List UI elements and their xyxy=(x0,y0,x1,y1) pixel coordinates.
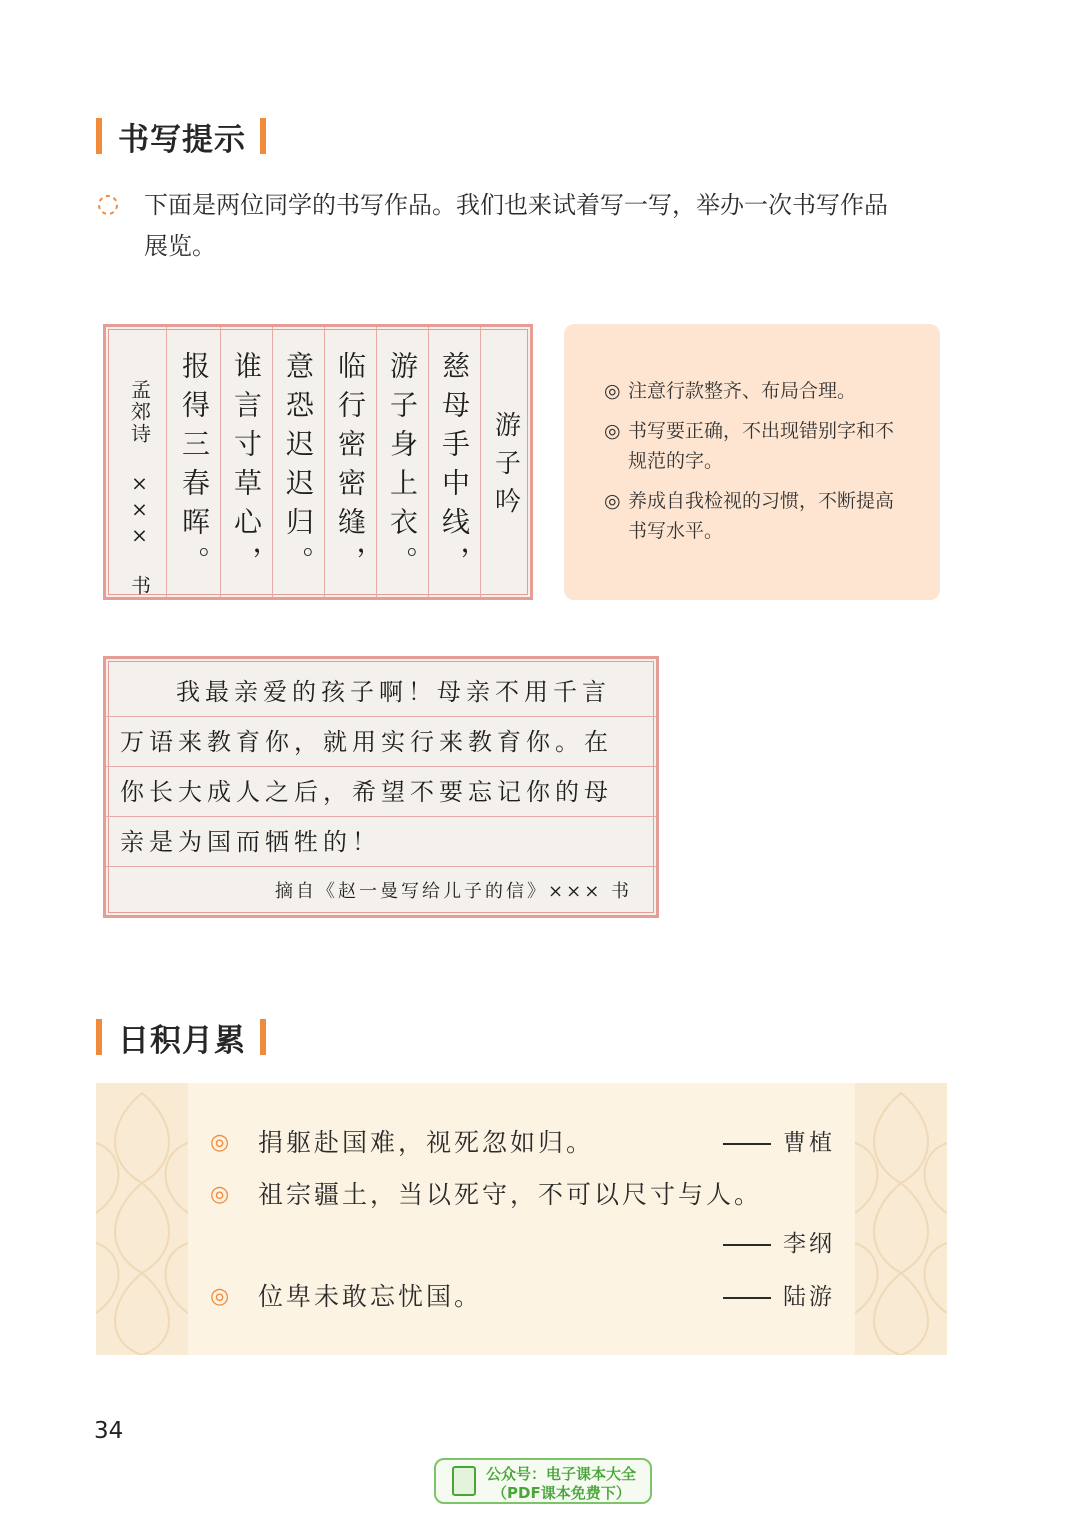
tip-text: 养成自我检视的习惯，不断提高书写水平。 xyxy=(628,490,895,542)
book-icon xyxy=(452,1466,476,1496)
section-bar-right xyxy=(260,1019,266,1055)
poem-line: 游子身上衣。 xyxy=(386,351,419,585)
intro-paragraph xyxy=(96,185,966,267)
double-circle-icon: ◎ xyxy=(210,1130,233,1155)
section-header-accumulation xyxy=(96,1017,266,1057)
poem-line-column xyxy=(428,327,481,597)
quotes-panel xyxy=(96,1083,947,1355)
tip-text: 注意行款整齐、布局合理。 xyxy=(628,380,857,402)
letter-line: 亲是为国而牺牲的！ xyxy=(106,817,656,867)
quote-author xyxy=(723,1277,835,1317)
quote-text: 位卑未敢忘忧国。 xyxy=(258,1282,483,1311)
section-bar-right xyxy=(260,118,266,154)
floral-ornament-icon xyxy=(96,1083,188,1355)
poem-line-column xyxy=(168,327,221,597)
poem-line-column xyxy=(324,327,377,597)
tip-item xyxy=(604,416,904,476)
poem-line: 谁言寸草心， xyxy=(230,351,263,585)
dash-line xyxy=(723,1143,771,1145)
poem-title-column xyxy=(480,327,532,597)
section-title: 日积月累 xyxy=(118,1022,246,1059)
double-circle-icon: ◎ xyxy=(604,380,621,402)
double-circle-icon: ◎ xyxy=(604,490,621,512)
poem-calligraphy-card xyxy=(103,324,533,600)
poem-line: 慈母手中线， xyxy=(438,351,471,585)
letter-calligraphy-card xyxy=(103,656,659,918)
dash-line xyxy=(723,1297,771,1299)
quote-item xyxy=(210,1123,835,1163)
watermark-line-1: 公众号：电子课本大全 xyxy=(486,1465,637,1483)
double-circle-icon: ◎ xyxy=(604,420,621,442)
intro-line-2: 展览。 xyxy=(144,232,216,260)
dash-line xyxy=(723,1244,771,1246)
tip-text: 书写要正确，不出现错别字和不规范的字。 xyxy=(628,420,895,472)
section-bar-left xyxy=(96,118,102,154)
letter-line: 我最亲爱的孩子啊！母亲不用千言 xyxy=(106,667,656,717)
letter-source: 摘自《赵一曼写给儿子的信》××× 书 xyxy=(275,881,632,902)
poem-line-column xyxy=(272,327,325,597)
poem-title: 游子吟 xyxy=(490,411,521,525)
quote-author xyxy=(723,1224,835,1264)
watermark-badge xyxy=(434,1458,652,1504)
poem-line: 意恐迟迟归。 xyxy=(282,351,315,585)
letter-line: 你长大成人之后，希望不要忘记你的母 xyxy=(106,767,656,817)
quote-author xyxy=(723,1123,835,1163)
quote-author-line xyxy=(210,1224,835,1264)
intro-line-1: 下面是两位同学的书写作品。我们也来试着写一写，举办一次书写作品 xyxy=(144,191,888,219)
double-circle-icon: ◎ xyxy=(210,1182,233,1207)
double-circle-icon: ◎ xyxy=(210,1284,233,1309)
poem-line-column xyxy=(220,327,273,597)
quote-text: 捐躯赴国难，视死忽如归。 xyxy=(258,1128,595,1157)
quote-text: 祖宗疆土，当以死守，不可以尺寸与人。 xyxy=(258,1180,763,1209)
section-bar-left xyxy=(96,1019,102,1055)
quote-item xyxy=(210,1277,835,1317)
dashed-circle-icon xyxy=(96,193,120,217)
poem-credit: 孟郊诗 ××× 书 xyxy=(127,379,152,597)
poem-credit-column xyxy=(114,327,167,597)
poem-line: 报得三春晖。 xyxy=(178,351,211,585)
author-name: 陆游 xyxy=(783,1284,835,1310)
tip-item xyxy=(604,376,904,406)
writing-tips-box xyxy=(564,324,940,600)
section-header-writing-tips xyxy=(96,116,266,156)
quote-item xyxy=(210,1175,835,1215)
tip-item xyxy=(604,486,904,546)
poem-line-column xyxy=(376,327,429,597)
poem-line: 临行密密缝， xyxy=(334,351,367,585)
watermark-line-2: （PDF课本免费下） xyxy=(492,1484,631,1502)
page-number: 34 xyxy=(94,1418,124,1444)
author-name: 曹植 xyxy=(783,1130,835,1156)
letter-line: 万语来教育你，就用实行来教育你。在 xyxy=(106,717,656,767)
floral-ornament-icon xyxy=(855,1083,947,1355)
author-name: 李纲 xyxy=(783,1231,835,1257)
section-title: 书写提示 xyxy=(118,121,246,158)
